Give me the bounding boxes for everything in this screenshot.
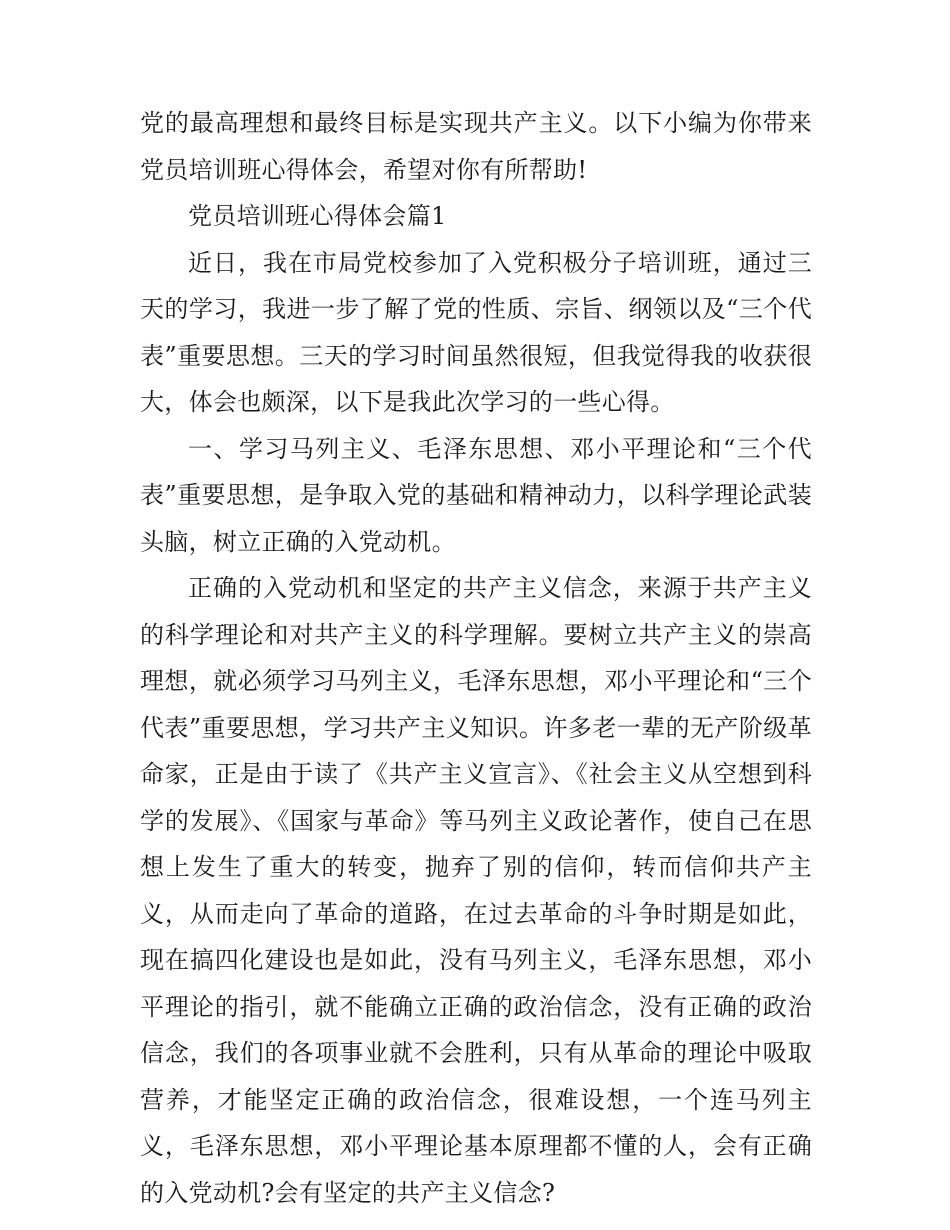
document-body bbox=[140, 100, 812, 1216]
intro-paragraph: 党的最高理想和最终目标是实现共产主义。以下小编为你带来党员培训班心得体会，希望对你有所帮助! bbox=[140, 109, 812, 184]
body-paragraph-3: 正确的入党动机和坚定的共产主义信念，来源于共产主义的科学理论和对共产主义的科学理解。要树立共产主义的崇高理想，就必须学习马列主义，毛泽东思想，邓小平理论和“三个代表”重要思想，学习共产主义知识。许多老一辈的无产阶级革命家，正是由于读了《共产主义宣言》、《社会主义从空想到科学的发展》、《国家与革命》等马列主义政论著作，使自己在思想上发生了重大的转变，抛弃了别的信仰，转而信仰共产主义，从而走向了革命的道路，在过去革命的斗争时期是如此，现在搞四化建设也是如此，没有马列主义，毛泽东思想，邓小平理论的指引，就不能确立正确的政治信念，没有正确的政治信念，我们的各项事业就不会胜利，只有从革命的理论中吸取营养，才能坚定正确的政治信念，很难设想，一个连马列主义，毛泽东思想，邓小平理论基本原理都不懂的人，会有正确的入党动机?会有坚定的共产主义信念? bbox=[140, 574, 812, 1207]
body-paragraph-1: 近日，我在市局党校参加了入党积极分子培训班，通过三天的学习，我进一步了解了党的性质、宗旨、纲领以及“三个代表”重要思想。三天的学习时间虽然很短，但我觉得我的收获很大，体会也颇深，以下是我此次学习的一些心得。 bbox=[140, 248, 812, 416]
section-heading: 党员培训班心得体会篇1 bbox=[188, 202, 447, 230]
body-paragraph-2: 一、学习马列主义、毛泽东思想、邓小平理论和“三个代表”重要思想，是争取入党的基础和精神动力，以科学理论武装头脑，树立正确的入党动机。 bbox=[140, 434, 812, 556]
